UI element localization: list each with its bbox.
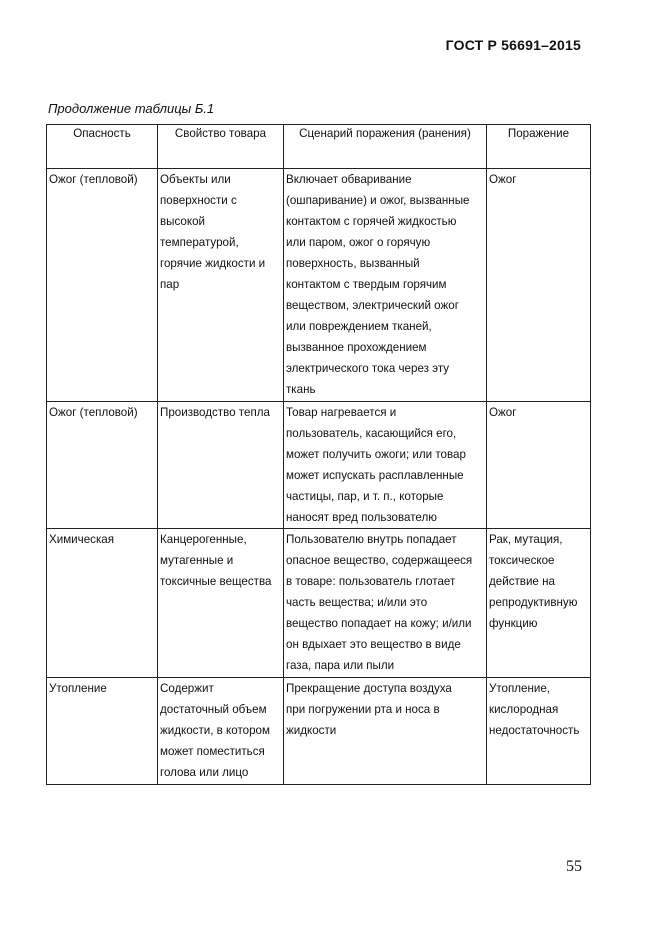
cell-property: Канцерогенные, мутагенные и токсичные вещества: [158, 529, 284, 678]
table-row: [47, 529, 591, 678]
cell-injury: Рак, мутация, токсическое действие на репродуктивную функцию: [487, 529, 591, 678]
cell-property: Содержит достаточный объем жидкости, в котором может поместиться голова или лицо: [158, 678, 284, 785]
column-header-property: Свойство товара: [158, 125, 284, 169]
table-row: [47, 169, 591, 402]
cell-scenario: Пользователю внутрь попадает опасное вещество, содержащееся в товаре: пользователь глотает часть вещества; и/или это вещество попадает на кожу; и/или он вдыхает это вещество в виде газа, пара или пыли: [284, 529, 487, 678]
table-row: [47, 402, 591, 529]
cell-hazard: Химическая: [47, 529, 158, 678]
cell-hazard: Ожог (тепловой): [47, 402, 158, 529]
page-number: 55: [566, 858, 582, 875]
cell-injury: Ожог: [487, 402, 591, 529]
table-row: [47, 678, 591, 785]
cell-injury: Ожог: [487, 169, 591, 402]
cell-scenario: Прекращение доступа воздуха при погружении рта и носа в жидкости: [284, 678, 487, 785]
column-header-hazard: Опасность: [47, 125, 158, 169]
document-code: ГОСТ Р 56691–2015: [445, 37, 581, 53]
cell-hazard: Утопление: [47, 678, 158, 785]
cell-scenario: Включает обваривание (ошпаривание) и ожог, вызванные контактом с горячей жидкостью или паром, ожог о горячую поверхность, вызванный контактом с твердым горячим веществом, электрический ожог или повреждением тканей, вызванное прохождением электрического тока через эту ткань: [284, 169, 487, 402]
column-header-scenario: Сценарий поражения (ранения): [284, 125, 487, 169]
cell-scenario: Товар нагревается и пользователь, касающийся его, может получить ожоги; или товар может испускать расплавленные частицы, пар, и т. п., которые наносят вред пользователю: [284, 402, 487, 529]
hazard-table: [46, 124, 591, 785]
cell-property: Объекты или поверхности с высокой температурой, горячие жидкости и пар: [158, 169, 284, 402]
cell-injury: Утопление, кислородная недостаточность: [487, 678, 591, 785]
table-caption: Продолжение таблицы Б.1: [48, 101, 215, 116]
table-header-row: [47, 125, 591, 169]
cell-hazard: Ожог (тепловой): [47, 169, 158, 402]
column-header-injury: Поражение: [487, 125, 591, 169]
cell-property: Производство тепла: [158, 402, 284, 529]
